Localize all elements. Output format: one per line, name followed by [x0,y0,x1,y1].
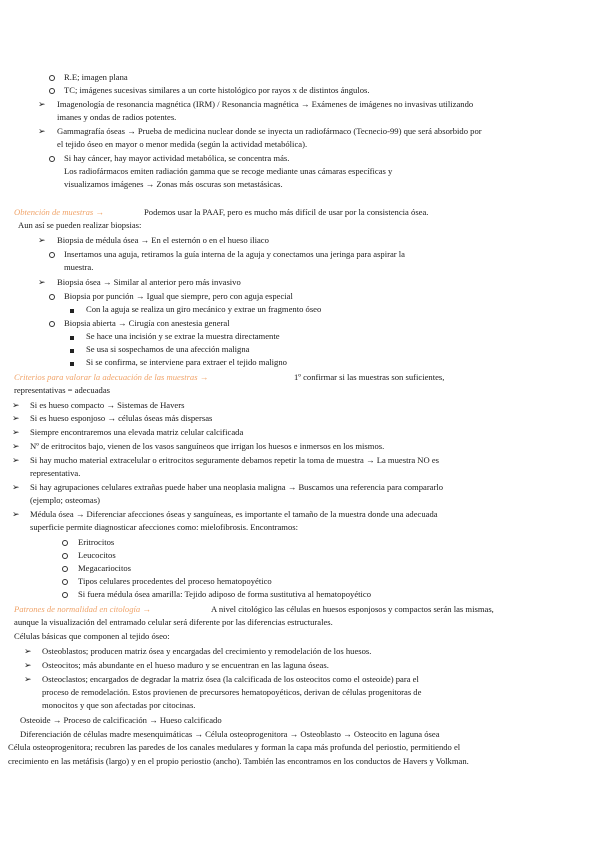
text-line: Biopsia de médula ósea → En el esternón o en el hueso iliaco [57,235,269,245]
text-line: Osteocitos; más abundante en el hueso maduro y se encuentran en las laguna óseas. [42,660,329,670]
square-bullet [70,345,74,356]
text-line: proceso de remodelación. Estos provienen de precursores hematopoyéticos, derivan de células progenitoras de [42,687,422,697]
text-line: R.E; imagen plana [64,72,128,82]
text-line: Diferenciación de células madre mesenquimáticas → Célula osteoprogenitora → Osteoblasto → Osteocito en laguna ósea [20,729,440,739]
arrow-bullet: ➢ [12,441,20,451]
arrow-bullet: ➢ [38,99,46,109]
text-line: Imagenología de resonancia magnética (IRM) / Resonancia magnética → Exámenes de imágenes no invasivas utilizando [57,99,474,109]
section-heading: Obtención de muestras → [14,207,104,217]
text-line: Biopsia por punción → Igual que siempre, pero con aguja especial [64,291,293,301]
text-line: Si es hueso compacto → Sistemas de Havers [30,400,185,410]
circle-bullet [49,292,55,303]
text-line: Se hace una incisión y se extrae la muestra directamente [86,331,280,341]
text-line: Podemos usar la PAAF, pero es mucho más difícil de usar por la consistencia ósea. [144,207,429,217]
arrow-bullet: ➢ [24,674,32,684]
circle-bullet [49,319,55,330]
arrow-bullet: ➢ [24,660,32,670]
text-line: Nº de eritrocitos bajo, vienen de los vasos sanguíneos que irrigan los huesos e inmersos en los mismos. [30,441,385,451]
text-line: TC; imágenes sucesivas similares a un corte histológico por rayos x de distintos ángulos. [64,85,370,95]
section-heading: Patrones de normalidad en citología → [14,604,151,614]
text-line: Si se confirma, se interviene para extraer el tejido maligno [86,357,287,367]
text-line: Célula osteoprogenitora; recubren las paredes de los canales medulares y forman la capa más profunda del periostio, permitiendo el [8,742,461,752]
text-line: Si es hueso esponjoso → células óseas más dispersas [30,413,213,423]
arrow-bullet: ➢ [24,646,32,656]
text-line: Tipos celulares procedentes del proceso hematopoyético [78,576,272,586]
arrow-bullet: ➢ [38,126,46,136]
arrow-bullet: ➢ [12,482,20,492]
text-line: Aun así se pueden realizar biopsias: [18,220,142,230]
text-line: superficie permite diagnosticar afecciones como: mielofibrosis. Encontramos: [30,522,298,532]
text-line: crecimiento en las metáfisis (largo) y en el propio periostio (ancho). También las encontramos en los conductos de Havers y Volkman. [8,756,469,766]
circle-bullet [49,73,55,84]
circle-bullet [62,551,68,562]
arrow-bullet: ➢ [12,413,20,423]
circle-bullet [49,154,55,165]
text-line: Osteoide → Proceso de calcificación → Hueso calcificado [20,715,222,725]
text-line: Si hay agrupaciones celulares extrañas puede haber una neoplasia maligna → Buscamos una referencia para compararlo [30,482,444,492]
text-line: Si fuera médula ósea amarilla: Tejido adiposo de forma sustitutiva al hematopoyético [78,589,372,599]
text-line: Biopsia abierta → Cirugía con anestesia general [64,318,230,328]
text-line: muestra. [64,262,94,272]
arrow-bullet: ➢ [12,455,20,465]
circle-bullet [62,564,68,575]
text-line: Con la aguja se realiza un giro mecánico y extrae un fragmento óseo [86,304,322,314]
text-line: Si hay mucho material extracelular o eritrocitos seguramente debamos repetir la toma de muestra → La muestra NO es [30,455,440,465]
text-line: representativas = adecuadas [14,385,110,395]
text-line: Megacariocitos [78,563,131,573]
text-line: Biopsia ósea → Similar al anterior pero más invasivo [57,277,241,287]
square-bullet [70,305,74,316]
arrow-bullet: ➢ [38,235,46,245]
text-line: imanes y ondas de radios potentes. [57,112,177,122]
square-bullet [70,332,74,343]
circle-bullet [49,86,55,97]
square-bullet [70,358,74,369]
text-line: Si hay cáncer, hay mayor actividad metabólica, se concentra más. [64,153,290,163]
arrow-bullet: ➢ [12,427,20,437]
circle-bullet [62,577,68,588]
text-line: aunque la visualización del entramado celular será diferente por las diferencias estructurales. [14,617,333,627]
text-line: Eritrocitos [78,537,115,547]
text-line: Osteoblastos; producen matriz ósea y encargadas del crecimiento y remodelación de los huesos. [42,646,372,656]
text-line: representativa. [30,468,81,478]
text-line: Médula ósea → Diferenciar afecciones óseas y sanguíneas, es importante el tamaño de la muestra donde una adecuada [30,509,438,519]
circle-bullet [62,538,68,549]
text-line: Se usa si sospechamos de una afección maligna [86,344,250,354]
circle-bullet [49,250,55,261]
text-line: el tejido óseo en mayor o menor medida (según la actividad metabólica). [57,139,308,149]
text-line: visualizamos imágenes → Zonas más oscuras son metastásicas. [64,179,283,189]
text-line: Gammagrafía óseas → Prueba de medicina nuclear donde se inyecta un radiofármaco (Tecnecio-99) que será absorbido por [57,126,482,136]
text-line: Siempre encontraremos una elevada matriz celular calcificada [30,427,244,437]
arrow-bullet: ➢ [38,277,46,287]
text-line: monocitos y que son afectadas por citocinas. [42,700,196,710]
text-line: Insertamos una aguja, retiramos la guía interna de la aguja y conectamos una jeringa para aspirar la [64,249,405,259]
section-heading: Criterios para valorar la adecuación de las muestras → [14,372,209,382]
text-line: 1º confirmar si las muestras son suficientes, [294,372,445,382]
text-line: (ejemplo; osteomas) [30,495,100,505]
circle-bullet [62,590,68,601]
arrow-bullet: ➢ [12,400,20,410]
text-line: Leucocitos [78,550,116,560]
text-line: A nivel citológico las células en huesos esponjosos y compactos serán las mismas, [211,604,494,614]
text-line: Células básicas que componen al tejido óseo: [14,631,170,641]
arrow-bullet: ➢ [12,509,20,519]
text-line: Los radiofármacos emiten radiación gamma que se recoge mediante unas cámaras específicas y [64,166,393,176]
text-line: Osteoclastos; encargados de degradar la matriz ósea (la calcificada de los osteocitos como el osteoide) para el [42,674,419,684]
